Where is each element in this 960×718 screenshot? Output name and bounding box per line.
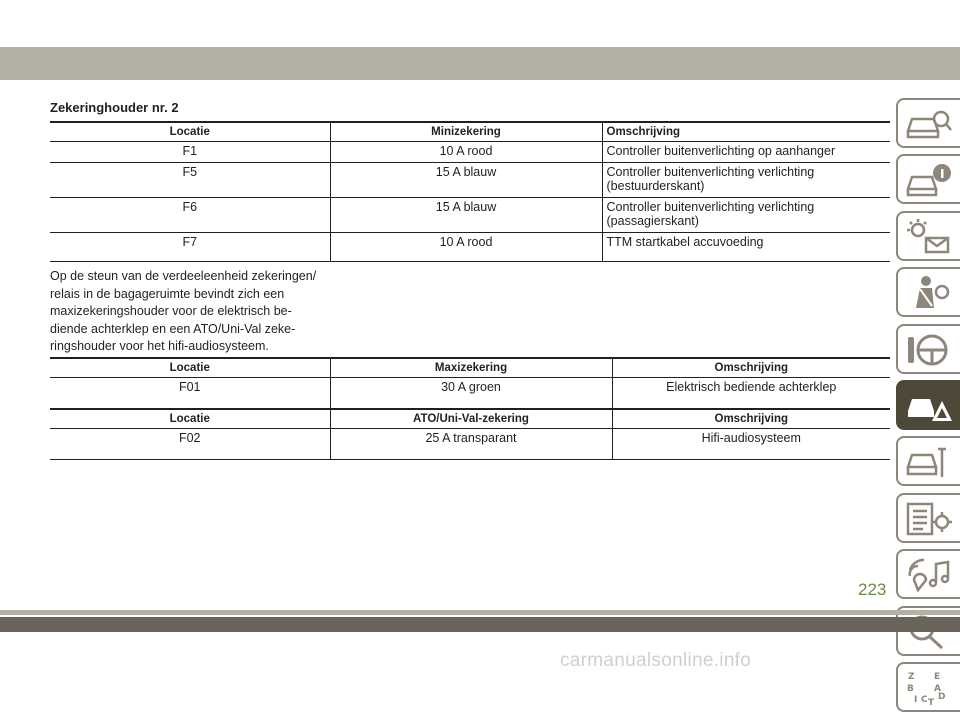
tab-getting-to-know-vehicle[interactable] — [896, 98, 960, 148]
table-header-row — [50, 409, 890, 429]
column-header-description: Omschrijving — [612, 409, 890, 429]
table-header-row — [50, 358, 890, 378]
tab-alphabetical-index[interactable] — [896, 662, 960, 712]
location-cell: F7 — [50, 233, 330, 262]
warning-light-message-icon — [904, 218, 954, 256]
svg-text:A: A — [934, 683, 941, 694]
fuse-cell: 30 A groen — [330, 378, 612, 410]
fuse-cell: 15 A blauw — [330, 198, 602, 233]
fuse-cell: 25 A transparant — [330, 429, 612, 460]
location-cell: F01 — [50, 378, 330, 410]
car-search-icon — [904, 105, 954, 143]
page-number: 223 — [858, 580, 887, 599]
column-header-fuse: Minizekering — [330, 122, 602, 142]
column-header-description: Omschrijving — [612, 358, 890, 378]
fuse-table-mini — [50, 121, 890, 262]
specifications-icon — [904, 500, 954, 538]
paragraph-line: relais in de bagageruimte bevindt zich een — [50, 286, 285, 301]
car-info-icon — [904, 161, 954, 199]
location-cell: F5 — [50, 163, 330, 198]
tab-warning-lights[interactable] — [896, 211, 960, 261]
tab-multimedia[interactable] — [896, 549, 960, 599]
table-row — [50, 233, 890, 262]
description-line: (bestuurderskant) — [606, 179, 705, 193]
paragraph-line: Op de steun van de verdeeleenheid zekeringen/ — [50, 269, 317, 283]
location-cell: F6 — [50, 198, 330, 233]
column-header-location: Locatie — [50, 358, 330, 378]
paragraph-line: diende achterklep en een ATO/Uni-Val zeke- — [50, 321, 296, 336]
paragraph-line: maxizekeringshouder voor de elektrisch be- — [50, 304, 292, 318]
description-cell — [602, 142, 890, 163]
description-line: TTM startkabel accuvoeding — [606, 235, 764, 249]
table-row — [50, 198, 890, 233]
table-row — [50, 163, 890, 198]
table-header-row — [50, 122, 890, 142]
multimedia-icon — [904, 556, 954, 594]
seatbelt-airbag-icon — [904, 274, 954, 312]
description-line: Controller buitenverlichting op aanhanger — [606, 144, 836, 158]
fuse-cell: 15 A blauw — [330, 163, 602, 198]
description-line: Controller buitenverlichting verlichting — [606, 200, 815, 214]
tab-in-case-of-emergency[interactable] — [896, 380, 960, 430]
svg-text:C: C — [921, 694, 928, 705]
footer-bar-light — [0, 610, 960, 615]
svg-text:Z: Z — [908, 671, 915, 682]
car-maintenance-icon — [904, 443, 954, 481]
svg-text:D: D — [938, 691, 946, 702]
svg-text:T: T — [928, 697, 935, 707]
svg-text:B: B — [907, 683, 914, 694]
column-header-location: Locatie — [50, 409, 330, 429]
location-cell: F02 — [50, 429, 330, 460]
car-breakdown-warning-icon — [904, 387, 954, 425]
description-cell: Hifi-audiosysteem — [612, 429, 890, 460]
table-row — [50, 142, 890, 163]
description-cell: Elektrisch bediende achterklep — [612, 378, 890, 410]
watermark: carmanualsonline.info — [560, 650, 752, 671]
description-line: Controller buitenverlichting verlichting — [606, 165, 815, 179]
svg-text:E: E — [934, 671, 941, 682]
tab-starting-driving[interactable] — [896, 324, 960, 374]
table-row — [50, 378, 890, 410]
steering-wheel-icon — [904, 331, 954, 369]
tab-technical-specifications[interactable] — [896, 493, 960, 543]
table-row — [50, 429, 890, 460]
body-paragraph — [50, 268, 322, 356]
column-header-description: Omschrijving — [602, 122, 890, 142]
fuse-cell: 10 A rood — [330, 233, 602, 262]
tab-dashboard[interactable] — [896, 154, 960, 204]
tab-servicing-maintenance[interactable] — [896, 436, 960, 486]
fuse-table-maxi — [50, 357, 890, 460]
location-cell: F1 — [50, 142, 330, 163]
tab-safety[interactable] — [896, 267, 960, 317]
column-header-fuse: Maxizekering — [330, 358, 612, 378]
fuse-cell: 10 A rood — [330, 142, 602, 163]
svg-text:I: I — [914, 694, 918, 705]
section-title: Zekeringhouder nr. 2 — [50, 100, 179, 115]
paragraph-line: ringshouder voor het hifi-audiosysteem. — [50, 339, 269, 353]
header-bar — [0, 47, 960, 80]
alphabet-index-icon — [904, 669, 954, 707]
description-cell — [602, 233, 890, 262]
column-header-fuse: ATO/Uni-Val-zekering — [330, 409, 612, 429]
description-cell — [602, 198, 890, 233]
footer-bar-dark — [0, 617, 960, 632]
description-line: (passagierskant) — [606, 214, 699, 228]
description-cell — [602, 163, 890, 198]
column-header-location: Locatie — [50, 122, 330, 142]
